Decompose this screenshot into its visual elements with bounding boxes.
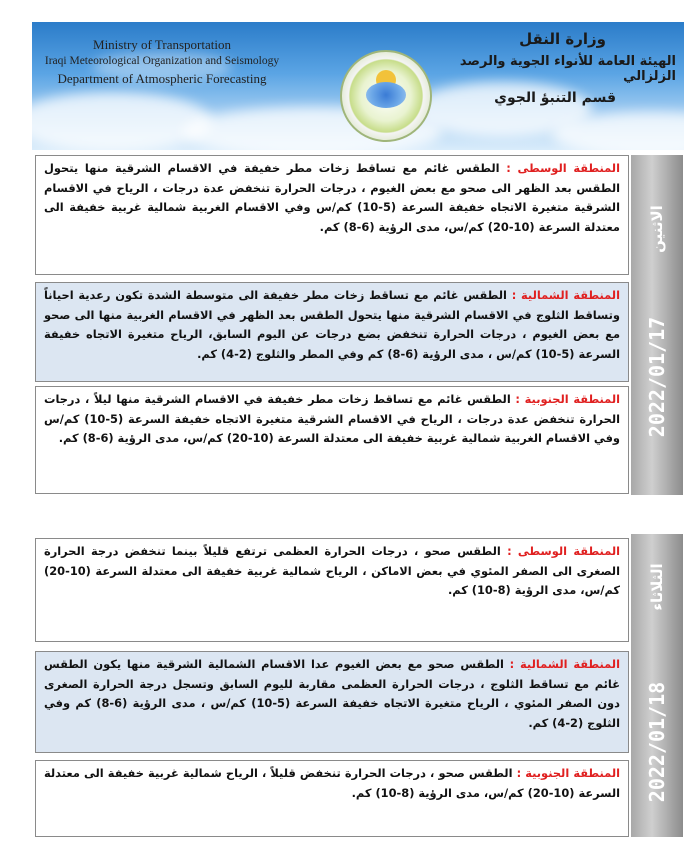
forecast-text: الطقس صحو ، درجات الحرارة العظمى ترتفع قليلاً بينما تنخفض درجة الحرارة الصغرى الى الصفر المئوي في بعض الاماكن ، الرياح شمالية غربية خفيفة الى معتدلة السرعة (10-20) كم/س، مدى الرؤية (8-10) كم. xyxy=(44,544,620,597)
day-strip-1 xyxy=(631,155,683,495)
english-title-block xyxy=(32,36,292,87)
forecast-text: الطقس صحو مع بعض الغيوم عدا الاقسام الشمالية الشرقية منها يكون الطقس غائم مع تساقط الثلوج ، درجات الحرارة العظمى مقاربة لليوم السابق وتسجل درجة الحرارة الصغرى دون الصفر المئوي ، الرياح متغيرة الاتجاه خفيفة السرعة (5-10) كم/س ، مدى الرؤية (6-8) كم وفي الثلوج (2-4) كم. xyxy=(44,657,620,730)
day-strip-2 xyxy=(631,534,683,837)
letterhead-banner xyxy=(32,22,684,150)
day-date-2: 2022/01/18 xyxy=(645,681,669,803)
organization-name-en: Iraqi Meteorological Organization and Seismology xyxy=(44,55,280,67)
region-label: المنطقة الوسطى : xyxy=(499,161,620,175)
day-name-1: الاثنين xyxy=(648,205,666,253)
organization-name-ar: الهيئة العامة للأنواء الجوية والرصد الزلزالي xyxy=(459,54,676,84)
forecast-text: الطقس صحو ، درجات الحرارة تنخفض قليلاً ، الرياح شمالية غربية خفيفة الى معتدلة السرعة (10-20) كم/س، مدى الرؤية (8-10) كم. xyxy=(44,766,620,800)
forecast-box-north-day2 xyxy=(35,651,629,753)
forecast-box-south-day1 xyxy=(35,386,629,494)
forecast-box-north-day1 xyxy=(35,282,629,382)
forecast-box-central-day1 xyxy=(35,155,629,275)
region-label: المنطقة الجنوبية : xyxy=(512,766,620,780)
arabic-title-block xyxy=(446,30,676,106)
forecast-box-central-day2 xyxy=(35,538,629,642)
forecast-text: الطقس غائم مع تساقط زخات مطر خفيفة في الاقسام الشرقية منها يتحول الطقس بعد الظهر الى صحو مع بعض الغيوم ، درجات الحرارة تنخفض عدة درجات ، الرياح في الاقسام الشرقية متغيرة الاتجاه خفيفة السرعة (5-10) كم/س وفي الاقسام الغربية شمالية غربية خفيفة الى معتدلة السرعة (10-20) كم/س، مدى الرؤية (6-8) كم. xyxy=(44,161,620,234)
forecast-box-south-day2 xyxy=(35,760,629,837)
forecast-text: الطقس غائم مع تساقط زخات مطر خفيفة الى متوسطة الشدة تكون رعدية احياناً وتساقط الثلوج في الاقسام الشرقية منها يتحول الطقس بعد الظهر في الاقسام الغربية منها الى صحو مع بعض الغيوم ، درجات الحرارة تنخفض بضع درجات عن اليوم السابق، الرياح متغيرة الاتجاه خفيفة السرعة (5-10) كم/س ، مدى الرؤية (6-8) كم وفي المطر والثلوج (2-4) كم. xyxy=(44,288,620,361)
ministry-name-ar: وزارة النقل xyxy=(519,30,606,48)
region-label: المنطقة الشمالية : xyxy=(503,657,620,671)
day-date-1: 2022/01/17 xyxy=(645,316,669,438)
organization-logo xyxy=(340,50,432,142)
region-label: المنطقة الوسطى : xyxy=(500,544,621,558)
region-label: المنطقة الجنوبية : xyxy=(510,392,621,406)
department-name-en: Department of Atmospheric Forecasting xyxy=(57,71,267,86)
region-label: المنطقة الشمالية : xyxy=(506,288,620,302)
department-name-ar: قسم التنبؤ الجوي xyxy=(494,90,616,106)
forecast-text: الطقس غائم مع تساقط زخات مطر خفيفة في الاقسام الشرقية منها ليلاً ، درجات الحرارة تنخفض عدة درجات ، الرياح في الاقسام الشرقية متغيرة الاتجاه خفيفة السرعة (5-10) كم/س وفي الاقسام الغربية شمالية غربية خفيفة الى معتدلة السرعة (10-20) كم/س، مدى الرؤية (6-8) كم. xyxy=(44,392,621,445)
ministry-name-en: Ministry of Transportation xyxy=(93,37,231,52)
day-name-2: الثلاثاء xyxy=(648,563,666,611)
